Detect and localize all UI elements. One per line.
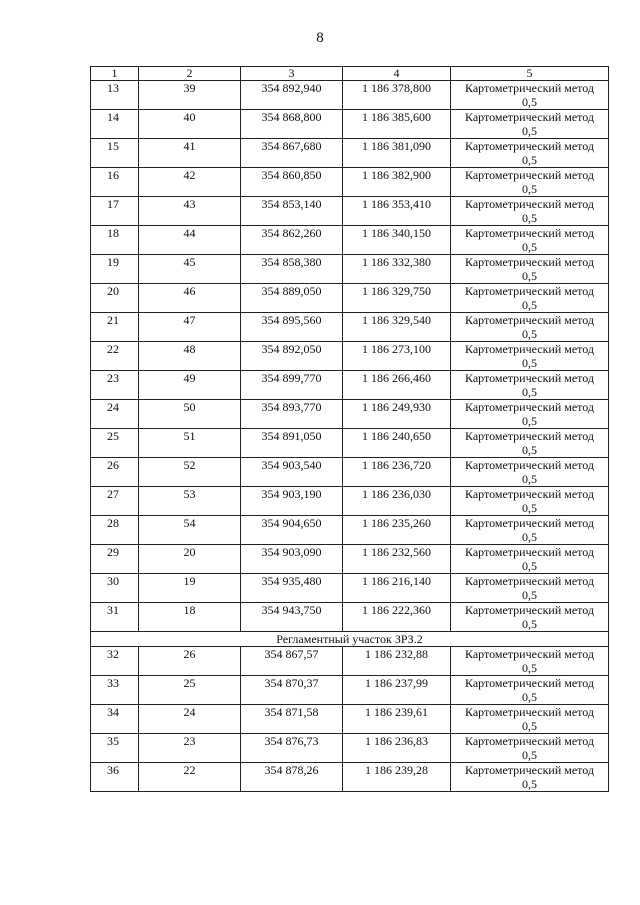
y-coordinate-cell: 1 186 237,99 — [343, 676, 451, 705]
point-number-cell: 42 — [139, 168, 241, 197]
y-coordinate-cell: 1 186 239,61 — [343, 705, 451, 734]
row-number-cell: 33 — [91, 676, 139, 705]
method-cell — [451, 574, 609, 603]
accuracy-value: 0,5 — [522, 777, 537, 791]
row-number-cell: 25 — [91, 429, 139, 458]
section-row — [91, 632, 609, 647]
method-cell — [451, 226, 609, 255]
accuracy-value: 0,5 — [522, 182, 537, 196]
point-number-cell: 39 — [139, 81, 241, 110]
accuracy-value: 0,5 — [522, 356, 537, 370]
row-number-cell: 27 — [91, 487, 139, 516]
point-number-cell: 48 — [139, 342, 241, 371]
table-row — [91, 458, 609, 487]
accuracy-value: 0,5 — [522, 748, 537, 762]
x-coordinate-cell: 354 860,850 — [241, 168, 343, 197]
x-coordinate-cell: 354 899,770 — [241, 371, 343, 400]
method-cell — [451, 763, 609, 792]
point-number-cell: 47 — [139, 313, 241, 342]
method-label: Картометрический метод — [464, 400, 595, 414]
table-row — [91, 516, 609, 545]
x-coordinate-cell: 354 892,940 — [241, 81, 343, 110]
x-coordinate-cell: 354 892,050 — [241, 342, 343, 371]
table-row — [91, 603, 609, 632]
point-number-cell: 18 — [139, 603, 241, 632]
y-coordinate-cell: 1 186 232,560 — [343, 545, 451, 574]
y-coordinate-cell: 1 186 340,150 — [343, 226, 451, 255]
column-header: 5 — [451, 67, 609, 81]
method-cell — [451, 342, 609, 371]
row-number-cell: 13 — [91, 81, 139, 110]
y-coordinate-cell: 1 186 239,28 — [343, 763, 451, 792]
method-cell — [451, 458, 609, 487]
accuracy-value: 0,5 — [522, 298, 537, 312]
point-number-cell: 40 — [139, 110, 241, 139]
method-label: Картометрический метод — [464, 458, 595, 472]
row-number-cell: 22 — [91, 342, 139, 371]
row-number-cell: 36 — [91, 763, 139, 792]
method-label: Картометрический метод — [464, 676, 595, 690]
x-coordinate-cell: 354 893,770 — [241, 400, 343, 429]
method-label: Картометрический метод — [464, 168, 595, 182]
x-coordinate-cell: 354 878,26 — [241, 763, 343, 792]
coordinates-table — [90, 66, 609, 792]
table-row — [91, 400, 609, 429]
method-cell — [451, 603, 609, 632]
y-coordinate-cell: 1 186 236,83 — [343, 734, 451, 763]
x-coordinate-cell: 354 891,050 — [241, 429, 343, 458]
method-cell — [451, 400, 609, 429]
accuracy-value: 0,5 — [522, 588, 537, 602]
point-number-cell: 45 — [139, 255, 241, 284]
method-label: Картометрический метод — [464, 647, 595, 661]
method-label: Картометрический метод — [464, 734, 595, 748]
table-row — [91, 371, 609, 400]
row-number-cell: 26 — [91, 458, 139, 487]
point-number-cell: 49 — [139, 371, 241, 400]
coordinates-table-body — [91, 67, 609, 792]
column-header: 1 — [91, 67, 139, 81]
row-number-cell: 28 — [91, 516, 139, 545]
x-coordinate-cell: 354 895,560 — [241, 313, 343, 342]
method-cell — [451, 705, 609, 734]
accuracy-value: 0,5 — [522, 153, 537, 167]
method-cell — [451, 487, 609, 516]
method-label: Картометрический метод — [464, 603, 595, 617]
y-coordinate-cell: 1 186 235,260 — [343, 516, 451, 545]
table-row — [91, 81, 609, 110]
row-number-cell: 30 — [91, 574, 139, 603]
accuracy-value: 0,5 — [522, 719, 537, 733]
method-label: Картометрический метод — [464, 487, 595, 501]
point-number-cell: 24 — [139, 705, 241, 734]
column-header: 2 — [139, 67, 241, 81]
point-number-cell: 20 — [139, 545, 241, 574]
x-coordinate-cell: 354 870,37 — [241, 676, 343, 705]
table-row — [91, 676, 609, 705]
point-number-cell: 25 — [139, 676, 241, 705]
table-row — [91, 342, 609, 371]
table-row — [91, 545, 609, 574]
row-number-cell: 34 — [91, 705, 139, 734]
x-coordinate-cell: 354 858,380 — [241, 255, 343, 284]
table-row — [91, 574, 609, 603]
accuracy-value: 0,5 — [522, 690, 537, 704]
table-row — [91, 487, 609, 516]
table-row — [91, 284, 609, 313]
x-coordinate-cell: 354 889,050 — [241, 284, 343, 313]
x-coordinate-cell: 354 867,57 — [241, 647, 343, 676]
method-label: Картометрический метод — [464, 371, 595, 385]
x-coordinate-cell: 354 862,260 — [241, 226, 343, 255]
table-row — [91, 110, 609, 139]
method-cell — [451, 168, 609, 197]
point-number-cell: 41 — [139, 139, 241, 168]
table-header-row — [91, 67, 609, 81]
y-coordinate-cell: 1 186 266,460 — [343, 371, 451, 400]
point-number-cell: 54 — [139, 516, 241, 545]
method-cell — [451, 371, 609, 400]
accuracy-value: 0,5 — [522, 95, 537, 109]
y-coordinate-cell: 1 186 249,930 — [343, 400, 451, 429]
y-coordinate-cell: 1 186 329,750 — [343, 284, 451, 313]
method-label: Картометрический метод — [464, 81, 595, 95]
table-row — [91, 197, 609, 226]
y-coordinate-cell: 1 186 385,600 — [343, 110, 451, 139]
row-number-cell: 31 — [91, 603, 139, 632]
row-number-cell: 21 — [91, 313, 139, 342]
accuracy-value: 0,5 — [522, 211, 537, 225]
accuracy-value: 0,5 — [522, 617, 537, 631]
table-row — [91, 763, 609, 792]
point-number-cell: 44 — [139, 226, 241, 255]
accuracy-value: 0,5 — [522, 240, 537, 254]
x-coordinate-cell: 354 871,58 — [241, 705, 343, 734]
column-header: 4 — [343, 67, 451, 81]
y-coordinate-cell: 1 186 381,090 — [343, 139, 451, 168]
method-cell — [451, 197, 609, 226]
row-number-cell: 18 — [91, 226, 139, 255]
x-coordinate-cell: 354 903,090 — [241, 545, 343, 574]
accuracy-value: 0,5 — [522, 124, 537, 138]
point-number-cell: 26 — [139, 647, 241, 676]
table-row — [91, 705, 609, 734]
y-coordinate-cell: 1 186 329,540 — [343, 313, 451, 342]
accuracy-value: 0,5 — [522, 559, 537, 573]
method-cell — [451, 284, 609, 313]
table-row — [91, 313, 609, 342]
y-coordinate-cell: 1 186 222,360 — [343, 603, 451, 632]
x-coordinate-cell: 354 876,73 — [241, 734, 343, 763]
table-row — [91, 139, 609, 168]
row-number-cell: 24 — [91, 400, 139, 429]
x-coordinate-cell: 354 867,680 — [241, 139, 343, 168]
method-label: Картометрический метод — [464, 197, 595, 211]
method-label: Картометрический метод — [464, 110, 595, 124]
point-number-cell: 23 — [139, 734, 241, 763]
table-row — [91, 734, 609, 763]
x-coordinate-cell: 354 904,650 — [241, 516, 343, 545]
accuracy-value: 0,5 — [522, 472, 537, 486]
x-coordinate-cell: 354 868,800 — [241, 110, 343, 139]
method-cell — [451, 734, 609, 763]
method-cell — [451, 676, 609, 705]
method-label: Картометрический метод — [464, 429, 595, 443]
table-row — [91, 168, 609, 197]
y-coordinate-cell: 1 186 216,140 — [343, 574, 451, 603]
point-number-cell: 53 — [139, 487, 241, 516]
accuracy-value: 0,5 — [522, 327, 537, 341]
y-coordinate-cell: 1 186 240,650 — [343, 429, 451, 458]
y-coordinate-cell: 1 186 236,720 — [343, 458, 451, 487]
accuracy-value: 0,5 — [522, 269, 537, 283]
row-number-cell: 15 — [91, 139, 139, 168]
page-number: 8 — [316, 30, 324, 46]
y-coordinate-cell: 1 186 236,030 — [343, 487, 451, 516]
point-number-cell: 51 — [139, 429, 241, 458]
point-number-cell: 52 — [139, 458, 241, 487]
point-number-cell: 22 — [139, 763, 241, 792]
method-cell — [451, 139, 609, 168]
method-label: Картометрический метод — [464, 342, 595, 356]
section-title: Регламентный участок ЗРЗ.2 — [91, 632, 609, 647]
method-label: Картометрический метод — [464, 313, 595, 327]
method-cell — [451, 516, 609, 545]
y-coordinate-cell: 1 186 332,380 — [343, 255, 451, 284]
method-cell — [451, 110, 609, 139]
row-number-cell: 14 — [91, 110, 139, 139]
method-label: Картометрический метод — [464, 763, 595, 777]
column-header: 3 — [241, 67, 343, 81]
method-cell — [451, 313, 609, 342]
accuracy-value: 0,5 — [522, 501, 537, 515]
method-cell — [451, 647, 609, 676]
method-label: Картометрический метод — [464, 516, 595, 530]
method-label: Картометрический метод — [464, 574, 595, 588]
method-cell — [451, 255, 609, 284]
accuracy-value: 0,5 — [522, 443, 537, 457]
accuracy-value: 0,5 — [522, 530, 537, 544]
point-number-cell: 43 — [139, 197, 241, 226]
accuracy-value: 0,5 — [522, 385, 537, 399]
row-number-cell: 29 — [91, 545, 139, 574]
y-coordinate-cell: 1 186 353,410 — [343, 197, 451, 226]
table-row — [91, 647, 609, 676]
accuracy-value: 0,5 — [522, 661, 537, 675]
method-cell — [451, 81, 609, 110]
row-number-cell: 32 — [91, 647, 139, 676]
table-row — [91, 255, 609, 284]
row-number-cell: 16 — [91, 168, 139, 197]
row-number-cell: 19 — [91, 255, 139, 284]
method-cell — [451, 429, 609, 458]
x-coordinate-cell: 354 935,480 — [241, 574, 343, 603]
row-number-cell: 23 — [91, 371, 139, 400]
row-number-cell: 20 — [91, 284, 139, 313]
y-coordinate-cell: 1 186 378,800 — [343, 81, 451, 110]
point-number-cell: 46 — [139, 284, 241, 313]
method-label: Картометрический метод — [464, 705, 595, 719]
x-coordinate-cell: 354 903,190 — [241, 487, 343, 516]
point-number-cell: 19 — [139, 574, 241, 603]
x-coordinate-cell: 354 853,140 — [241, 197, 343, 226]
method-label: Картометрический метод — [464, 545, 595, 559]
y-coordinate-cell: 1 186 382,900 — [343, 168, 451, 197]
accuracy-value: 0,5 — [522, 414, 537, 428]
method-label: Картометрический метод — [464, 226, 595, 240]
x-coordinate-cell: 354 943,750 — [241, 603, 343, 632]
row-number-cell: 17 — [91, 197, 139, 226]
method-label: Картометрический метод — [464, 139, 595, 153]
y-coordinate-cell: 1 186 232,88 — [343, 647, 451, 676]
x-coordinate-cell: 354 903,540 — [241, 458, 343, 487]
method-cell — [451, 545, 609, 574]
y-coordinate-cell: 1 186 273,100 — [343, 342, 451, 371]
row-number-cell: 35 — [91, 734, 139, 763]
table-row — [91, 226, 609, 255]
method-label: Картометрический метод — [464, 284, 595, 298]
table-row — [91, 429, 609, 458]
point-number-cell: 50 — [139, 400, 241, 429]
method-label: Картометрический метод — [464, 255, 595, 269]
